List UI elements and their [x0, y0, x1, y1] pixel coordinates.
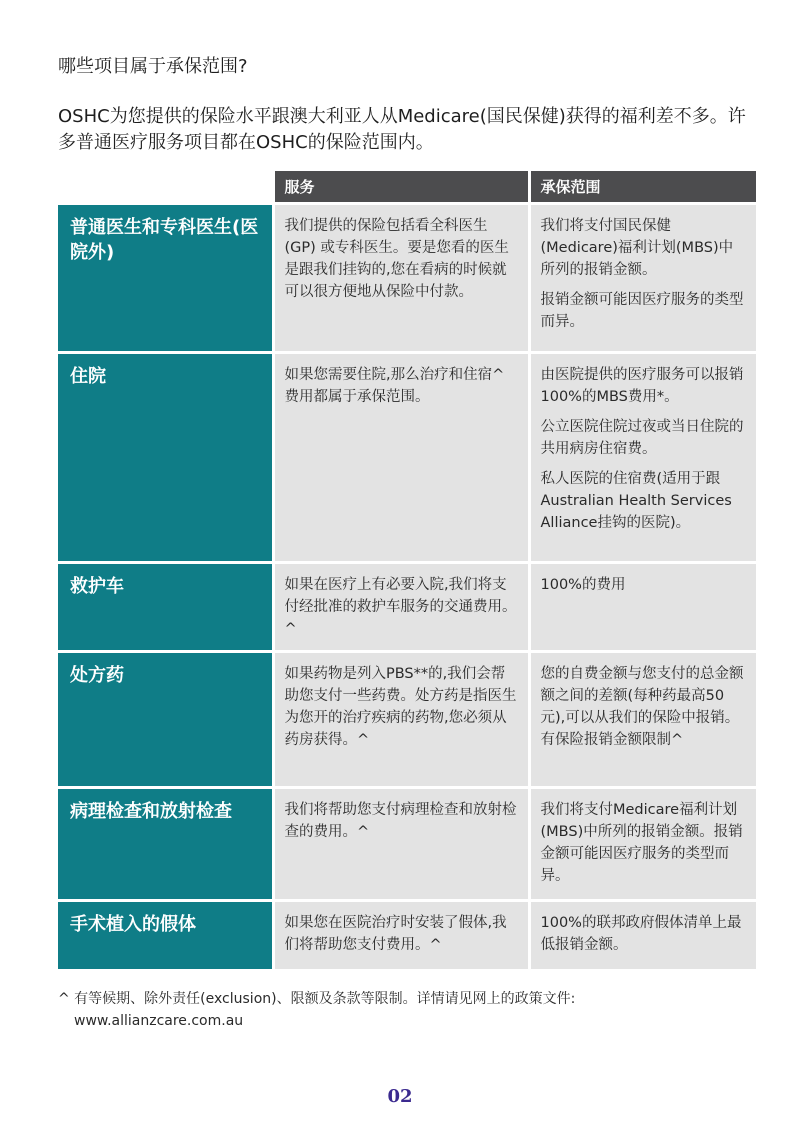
service-cell [273, 353, 529, 563]
footnote [58, 988, 758, 1032]
table-row [58, 204, 756, 353]
service-text: 我们提供的保险包括看全科医生 (GP) 或专科医生。要是您看的医生是跟我们挂钩的,您在看病的时候就可以很方便地从保险中付款。 [284, 218, 509, 300]
coverage-text: 100%的联邦政府假体清单上最低报销金额。 [540, 915, 742, 953]
category-hospital: 住院 [58, 353, 273, 563]
service-cell [273, 901, 529, 969]
coverage-text: 我们将支付Medicare福利计划(MBS)中所列的报销金额。报销金额可能因医疗服务的类型而异。 [540, 802, 743, 884]
coverage-cell [529, 563, 756, 652]
coverage-text: 报销金额可能因医疗服务的类型而异。 [540, 292, 744, 330]
coverage-text: 我们将支付国民保健(Medicare)福利计划(MBS)中所列的报销金额。 [540, 218, 734, 278]
footnote-url[interactable]: www.allianzcare.com.au [74, 1013, 244, 1029]
table-header-row [58, 171, 756, 204]
service-cell [273, 204, 529, 353]
coverage-cell [529, 901, 756, 969]
table-row [58, 901, 756, 969]
service-text: 如果在医疗上有必要入院,我们将支付经批准的救护车服务的交通费用。^ [284, 577, 517, 637]
coverage-text: 私人医院的住宿费(适用于跟Australian Health Services Alliance挂钩的医院)。 [540, 471, 732, 531]
service-text: 如果药物是列入PBS**的,我们会帮助您支付一些药费。处方药是指医生为您开的治疗疾病的药物,您必须从药房获得。^ [284, 666, 517, 748]
category-prescription: 处方药 [58, 652, 273, 788]
coverage-text: 由医院提供的医疗服务可以报销100%的MBS费用*。 [540, 367, 744, 405]
section-heading: 哪些项目属于承保范围? [58, 56, 248, 77]
coverage-text: 100%的费用 [540, 577, 626, 593]
coverage-cell [529, 353, 756, 563]
coverage-cell [529, 788, 756, 901]
service-cell [273, 563, 529, 652]
service-text: 如果您需要住院,那么治疗和住宿^费用都属于承保范围。 [284, 367, 505, 405]
coverage-cell [529, 204, 756, 353]
footnote-text: ^ 有等候期、除外责任(exclusion)、限额及条款等限制。详情请见网上的政策文件: [58, 991, 576, 1007]
table-row [58, 652, 756, 788]
service-cell [273, 652, 529, 788]
service-text: 如果您在医院治疗时安装了假体,我们将帮助您支付费用。^ [284, 915, 507, 953]
header-service: 服务 [273, 171, 529, 204]
service-text: 我们将帮助您支付病理检查和放射检查的费用。^ [284, 802, 517, 840]
header-coverage: 承保范围 [529, 171, 756, 204]
coverage-text: 您的自费金额与您支付的总金额额之间的差额(每种药最高50元),可以从我们的保险中报销。有保险报销金额限制^ [540, 666, 744, 748]
table-row [58, 563, 756, 652]
category-pathology-radiology: 病理检查和放射检查 [58, 788, 273, 901]
coverage-text: 公立医院住院过夜或当日住院的共用病房住宿费。 [540, 419, 744, 457]
service-cell [273, 788, 529, 901]
intro-paragraph: OSHC为您提供的保险水平跟澳大利亚人从Medicare(国民保健)获得的福利差不多。许多普通医疗服务项目都在OSHC的保险范围内。 [58, 106, 746, 153]
category-ambulance: 救护车 [58, 563, 273, 652]
coverage-table [58, 171, 756, 969]
page-number: 02 [387, 1086, 413, 1107]
category-gp-specialist: 普通医生和专科医生(医院外) [58, 204, 273, 353]
table-row [58, 353, 756, 563]
header-blank [58, 171, 273, 204]
coverage-cell [529, 652, 756, 788]
category-prosthesis: 手术植入的假体 [58, 901, 273, 969]
table-row [58, 788, 756, 901]
